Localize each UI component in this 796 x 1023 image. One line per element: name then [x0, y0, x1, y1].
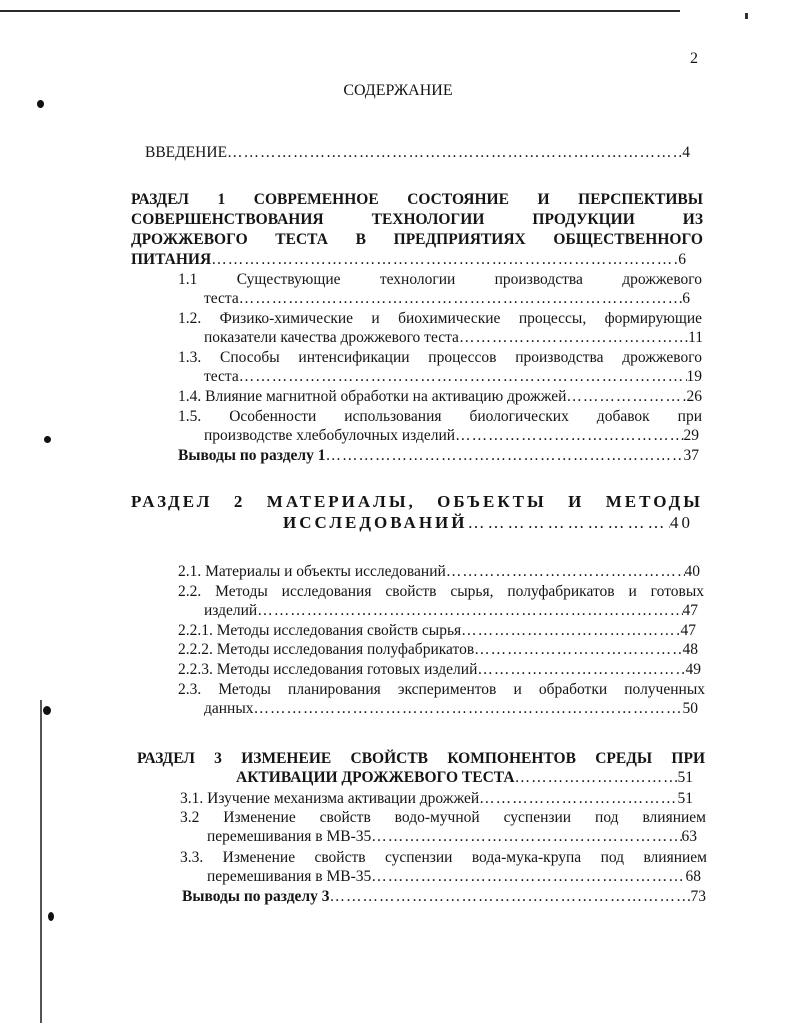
leader-dots [371, 867, 685, 886]
toc-entry-2-1[interactable] [178, 562, 700, 581]
toc-entry-1-2-line1[interactable]: 1.2. Физико-химические и биохимические процессы, формирующие [178, 310, 702, 327]
toc-page: 51 [677, 769, 693, 786]
toc-entry-1-5-line2[interactable] [204, 426, 699, 445]
leader-dots [239, 289, 682, 308]
scan-mark [745, 13, 748, 19]
toc-entry-3-2-line1[interactable]: 3.2 Изменение свойств водо-мучной суспензии под влиянием [180, 809, 706, 826]
toc-label: ИССЛЕДОВАНИЙ [283, 513, 468, 532]
section1-heading-line4[interactable] [131, 250, 686, 269]
toc-entry-2-3-line2[interactable] [204, 699, 698, 718]
toc-page: 26 [686, 388, 702, 405]
toc-label: 3.1. Изучение механизма активации дрожжей [180, 790, 480, 807]
section1-heading-line3: ДРОЖЖЕВОГО ТЕСТА В ПРЕДПРИЯТИЯХ ОБЩЕСТВЕННОГО [131, 231, 703, 248]
toc-entry-2-2-1[interactable] [178, 621, 696, 640]
leader-dots [479, 789, 677, 808]
toc-entry-2-2-line2[interactable] [204, 601, 698, 620]
toc-label: Выводы по разделу 1 [178, 447, 326, 464]
toc-label: ПИТАНИЯ [131, 251, 212, 268]
toc-label: изделий [204, 602, 258, 619]
toc-entry-conclusion-1[interactable] [178, 446, 699, 465]
leader-dots [474, 640, 682, 659]
section3-heading-line1: РАЗДЕЛ 3 ИЗМЕНЕИЕ СВОЙСТВ КОМПОНЕНТОВ СРЕДЫ ПРИ [137, 750, 705, 767]
section1-heading-line2: СОВЕРШЕНСТВОВАНИЯ ТЕХНОЛОГИИ ПРОДУКЦИИ ИЗ [131, 211, 703, 228]
leader-dots [468, 513, 671, 532]
toc-label: 1.4. Влияние магнитной обработки на активацию дрожжей [178, 388, 567, 405]
toc-label: Выводы по разделу 3 [182, 888, 330, 905]
leader-dots [326, 446, 684, 465]
toc-entry-2-2-line1[interactable]: 2.2. Методы исследования свойств сырья, полуфабрикатов и готовых [178, 583, 704, 600]
toc-page: 29 [683, 427, 699, 444]
toc-entry-2-2-3[interactable] [178, 660, 701, 679]
toc-page: 40 [684, 563, 700, 580]
toc-label: 2.2.3. Методы исследования готовых изделий [178, 661, 478, 678]
leader-dots [459, 328, 688, 347]
leader-dots [227, 143, 682, 162]
toc-entry-1-3-line2[interactable] [204, 367, 702, 386]
scan-margin-line [40, 700, 42, 1023]
toc-page: 37 [683, 447, 699, 464]
leader-dots [515, 768, 678, 787]
punch-hole-mark [37, 100, 44, 108]
toc-label: ВВЕДЕНИЕ [145, 144, 228, 161]
page-number: 2 [690, 50, 698, 67]
toc-page: 49 [685, 661, 701, 678]
toc-entry-1-3-line1[interactable]: 1.3. Способы интенсификации процессов производства дрожжевого [178, 349, 702, 366]
leader-dots [455, 426, 683, 445]
page-title: СОДЕРЖАНИЕ [343, 82, 453, 99]
leader-dots [211, 250, 678, 269]
leader-dots [257, 601, 682, 620]
section2-heading-line1: РАЗДЕЛ 2 МАТЕРИАЛЫ, ОБЪЕКТЫ И МЕТОДЫ [131, 492, 703, 511]
toc-page: 51 [677, 790, 693, 807]
toc-entry-3-1[interactable] [180, 789, 693, 808]
toc-entry-1-1-line2[interactable] [204, 289, 690, 308]
punch-hole-mark [44, 436, 51, 443]
toc-entry-intro[interactable] [145, 143, 690, 162]
toc-page: 40 [670, 513, 693, 532]
toc-entry-conclusion-3[interactable] [182, 887, 706, 906]
punch-hole-mark [48, 912, 54, 921]
toc-entry-1-1-line1[interactable]: 1.1 Существующие технологии производства дрожжевого [178, 271, 702, 288]
toc-entry-1-4[interactable] [178, 387, 702, 406]
toc-page: 6 [678, 251, 686, 268]
toc-entry-1-2-line2[interactable] [204, 328, 703, 347]
section1-heading-line1: РАЗДЕЛ 1 СОВРЕМЕННОЕ СОСТОЯНИЕ И ПЕРСПЕКТИВЫ [131, 191, 703, 208]
toc-page: 47 [682, 602, 698, 619]
scan-top-border [0, 10, 680, 12]
toc-label: теста [204, 368, 239, 385]
leader-dots [239, 367, 687, 386]
toc-page: 47 [680, 622, 696, 639]
toc-page: 68 [685, 868, 701, 885]
toc-page: 4 [682, 144, 690, 161]
toc-page: 6 [682, 290, 690, 307]
toc-entry-3-2-line2[interactable] [207, 827, 697, 846]
toc-entry-3-3-line2[interactable] [207, 867, 701, 886]
section3-heading-line2[interactable] [236, 768, 693, 787]
toc-entry-2-2-2[interactable] [178, 640, 698, 659]
toc-page: 11 [688, 329, 703, 346]
toc-page: 73 [690, 888, 706, 905]
toc-label: 2.2.2. Методы исследования полуфабрикатов [178, 641, 475, 658]
section2-heading-line2[interactable] [283, 513, 693, 532]
toc-page: 63 [681, 828, 697, 845]
toc-label: перемешивания в МВ-35 [207, 868, 372, 885]
leader-dots [371, 827, 681, 846]
toc-label: показатели качества дрожжевого теста [204, 329, 459, 346]
punch-hole-mark [43, 706, 51, 715]
toc-label: 2.2.1. Методы исследования свойств сырья [178, 622, 462, 639]
leader-dots [446, 562, 685, 581]
toc-page: 50 [682, 700, 698, 717]
leader-dots [330, 887, 691, 906]
toc-label: теста [204, 290, 239, 307]
toc-label: данных [204, 700, 254, 717]
leader-dots [477, 660, 685, 679]
leader-dots [254, 699, 683, 718]
toc-label: 2.1. Материалы и объекты исследований [178, 563, 446, 580]
toc-page: 48 [682, 641, 698, 658]
toc-label: перемешивания в МВ-35 [207, 828, 372, 845]
toc-entry-1-5-line1[interactable]: 1.5. Особенности использования биологических добавок при [178, 408, 702, 425]
toc-label: производстве хлебобулочных изделий [204, 427, 456, 444]
leader-dots [461, 621, 680, 640]
toc-page: 19 [686, 368, 702, 385]
toc-entry-2-3-line1[interactable]: 2.3. Методы планирования экспериментов и обработки полученных [178, 681, 705, 698]
leader-dots [566, 387, 686, 406]
toc-label: АКТИВАЦИИ ДРОЖЖЕВОГО ТЕСТА [236, 769, 515, 786]
toc-entry-3-3-line1[interactable]: 3.3. Изменение свойств суспензии вода-мука-крупа под влиянием [180, 849, 707, 866]
